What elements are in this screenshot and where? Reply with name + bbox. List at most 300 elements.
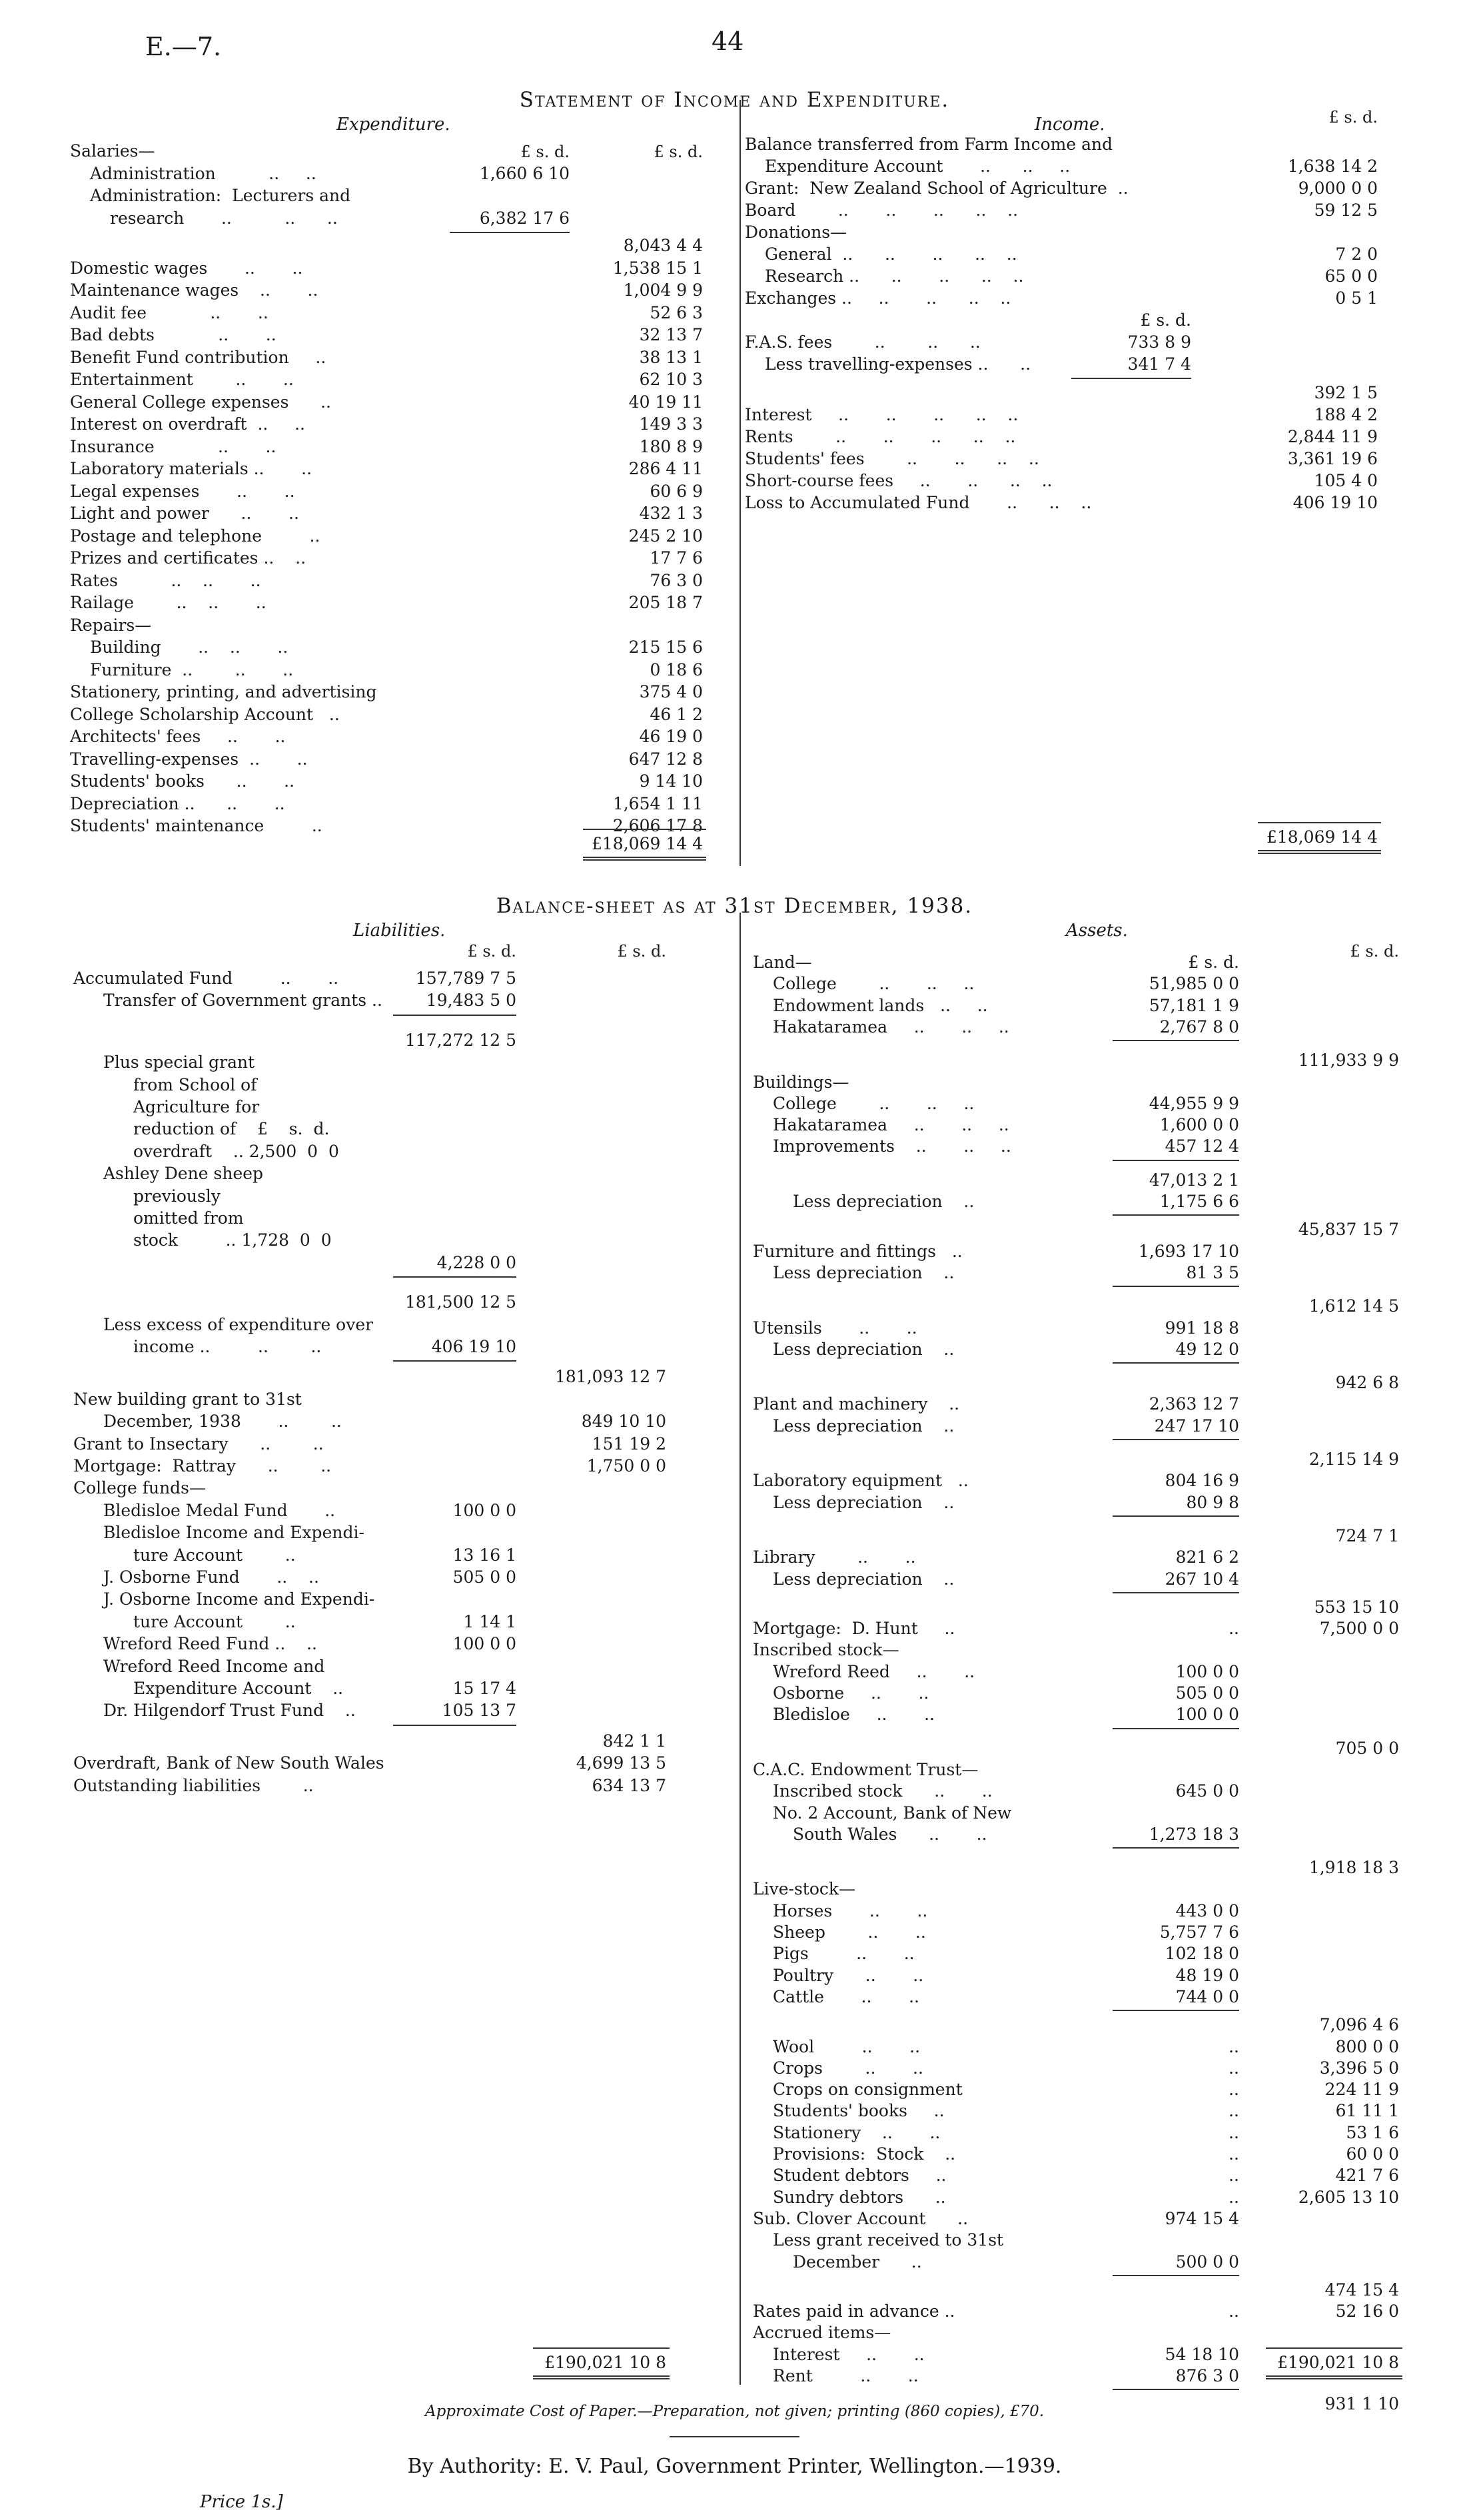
row-label: Plant and machinery .. [753,1394,960,1414]
total-double-rule [1266,2375,1402,2379]
row-label: Improvements .. .. .. [773,1136,1011,1156]
row-label: Insurance .. .. [70,436,276,456]
ledger-row [753,1170,1412,1190]
amount-inner: 54 18 10 [1165,2344,1239,2364]
row-label: Benefit Fund contribution .. [70,347,326,367]
ledger-row [73,1097,736,1117]
row-label: income .. .. .. [133,1337,322,1356]
total-row [753,2353,1412,2373]
row-label: Less depreciation .. [773,1569,955,1589]
ledger-row [753,1803,1412,1823]
ledger-row [753,996,1412,1016]
row-label: Sundry debtors .. [773,2187,946,2207]
amount-inner: 505 0 0 [1175,1683,1239,1703]
row-label: reduction of £ s. d. [133,1119,330,1139]
authority-line: By Authority: E. V. Paul, Government Printer, Wellington.—1939. [407,2455,1062,2478]
amount-outer: 188 4 2 [1314,405,1378,424]
amount-inner: 6,382 17 6 [479,208,570,228]
total-rule [533,2347,670,2349]
row-label: Outstanding liabilities .. [73,1775,314,1795]
amount-outer: 0 5 1 [1335,288,1378,308]
ledger-row [753,1220,1412,1240]
row-label: Stationery, printing, and advertising [70,682,377,701]
row-label: Crops on consignment [773,2080,963,2100]
ledger-row [753,1136,1412,1156]
amount-inner: 100 0 0 [452,1634,516,1654]
assets-section [753,921,1412,2414]
page-number: 44 [712,27,744,56]
ledger-row [753,1094,1412,1114]
row-label: Bledisloe Income and Expendi- [103,1523,364,1543]
ledger-row [753,1072,1412,1092]
row-label: College Scholarship Account .. [70,704,340,724]
row-label: Student debtors .. [773,2166,947,2186]
ledger-row [753,1192,1412,1212]
ledger-row [753,1966,1412,1986]
column-divider [739,913,741,2385]
amount-outer: 180 8 9 [639,436,703,456]
ledger-row [753,1115,1412,1135]
amount-inner: .. [1228,2187,1239,2207]
row-label: Building .. .. .. [90,637,288,657]
amount-inner: 247 17 10 [1154,1416,1239,1436]
footer-rule [670,2436,799,2437]
row-label: Furniture and fittings .. [753,1241,963,1261]
amount-inner: 47,013 2 1 [1149,1170,1239,1190]
ledger-row [745,244,1411,264]
ledger-row [70,548,736,568]
amount-outer: 105 4 0 [1314,471,1378,490]
amount-inner: 13 16 1 [452,1545,516,1565]
ledger-row [753,1493,1412,1513]
subtotal-rule [1113,1847,1239,1849]
ledger-row [73,1434,736,1454]
currency-header-c2: £ s. d. [1328,108,1378,127]
amount-inner: 876 3 0 [1175,2366,1239,2385]
row-label: F.A.S. fees .. .. .. [745,332,981,352]
ledger-row [753,2144,1412,2164]
amount-outer: 65 0 0 [1324,266,1378,286]
income-section [745,108,1411,867]
amount-outer: 1,918 18 3 [1308,1858,1399,1878]
amount-inner: 733 8 9 [1127,332,1191,352]
amount-inner: .. [1228,2058,1239,2078]
income-statement-title: Statement of Income and Expenditure. [519,88,950,112]
ledger-row [753,1705,1412,1725]
assets-heading: Assets. [1066,921,1128,941]
row-label: Grant to Insectary .. .. [73,1434,324,1454]
ledger-row [70,705,736,725]
cost-note: Approximate Cost of Paper.—Preparation, not given; printing (860 copies), £70. [424,2403,1045,2420]
row-label: Poultry .. .. [773,1965,924,1985]
amount-inner: 505 0 0 [452,1567,516,1587]
amount-inner: 100 0 0 [1175,1705,1239,1725]
ledger-row [70,303,736,323]
row-label: Administration .. .. [90,163,316,183]
ledger-row [745,135,1411,155]
amount-outer: 4,699 13 5 [576,1753,666,1773]
row-label: Less travelling-expenses .. .. [765,354,1031,374]
row-label: omitted from [133,1208,244,1228]
ledger-row [70,370,736,390]
row-label: Maintenance wages .. .. [70,280,318,300]
ledger-row [70,209,736,228]
row-label: J. Osborne Income and Expendi- [103,1589,375,1609]
amount-inner: 44,955 9 9 [1149,1093,1239,1113]
row-label: December .. [793,2252,922,2272]
row-label: ture Account .. [133,1545,296,1565]
amount-inner: 267 10 4 [1165,1569,1239,1589]
amount-inner: 15 17 4 [452,1679,516,1698]
total-rule [1266,2347,1402,2349]
ledger-row [753,1340,1412,1360]
balance-sheet-title: Balance-sheet as at 31st December, 1938. [496,894,973,918]
row-label: Utensils .. .. [753,1318,917,1338]
amount-inner: .. [1228,2302,1239,2321]
subtotal-rule [393,1725,516,1726]
row-label: Architects' fees .. .. [70,727,286,746]
ledger-row [70,392,736,412]
ledger-row [70,325,736,345]
ledger-row [70,482,736,502]
row-label: Less depreciation .. [773,1416,955,1436]
amount-outer: 181,093 12 7 [555,1367,666,1387]
amount-outer: 421 7 6 [1335,2166,1399,2186]
row-label: Plus special grant [103,1052,255,1072]
row-label: Laboratory equipment .. [753,1471,969,1491]
amount-inner: 500 0 0 [1175,2252,1239,2272]
row-label: overdraft .. 2,500 0 0 [133,1141,339,1161]
amount-inner: £ s. d. [1188,953,1239,972]
amount-inner: 5,757 7 6 [1159,1922,1239,1942]
amount-inner: 744 0 0 [1175,1986,1239,2006]
ledger-row [70,771,736,791]
row-label: Furniture .. .. .. [90,659,294,679]
row-label: Interest .. .. .. .. .. [745,405,1019,424]
subtotal-rule [1113,1286,1239,1287]
amount-outer: 53 1 6 [1346,2122,1399,2142]
amount-outer: 76 3 0 [650,570,703,590]
ledger-row [745,222,1411,242]
ledger-row [73,1119,736,1139]
amount-inner: 181,500 12 5 [405,1292,516,1312]
row-label: Library .. .. [753,1547,916,1567]
amount-outer: 52 16 0 [1335,2302,1399,2321]
row-label: Hakataramea .. .. .. [773,1115,1009,1135]
ledger-row [753,1739,1412,1759]
row-label: Provisions: Stock .. [773,2144,956,2164]
amount-outer: 8,043 4 4 [623,236,703,255]
ledger-row [70,280,736,300]
ledger-row [73,1142,736,1162]
amount-inner: 2,767 8 0 [1159,1017,1239,1037]
amount-outer: 60 0 0 [1346,2144,1399,2164]
ledger-row [753,953,1412,973]
ledger-row [753,974,1412,994]
ledger-row [70,816,736,836]
row-label: College .. .. .. [773,1093,975,1113]
amount-outer: 205 18 7 [628,593,703,612]
amount-outer: 931 1 10 [1324,2394,1399,2414]
row-label: Loss to Accumulated Fund .. .. .. [745,493,1092,512]
ledger-row [73,1589,736,1609]
subtotal-rule [450,232,570,233]
ledger-row [70,504,736,524]
report-reference: E.—7. [145,32,222,61]
row-label: Live-stock— [753,1879,856,1899]
amount-inner: 57,181 1 9 [1149,995,1239,1015]
total-rule [583,829,706,830]
subtotal-rule [1113,2389,1239,2390]
ledger-row [745,157,1411,177]
total-double-rule [533,2375,670,2379]
ledger-row [73,1701,736,1721]
amount-outer: 60 6 9 [650,481,703,501]
total-row [70,834,736,854]
ledger-row [73,1253,736,1273]
amount-inner: £ s. d. [1140,310,1191,330]
ledger-row [70,186,736,206]
amount-outer: 406 19 10 [1292,493,1378,512]
ledger-row [753,1373,1412,1393]
ledger-row [73,1337,736,1357]
ledger-row [753,1640,1412,1660]
row-label: Cattle .. .. [773,1986,919,2006]
amount-outer: 9 14 10 [639,771,703,791]
ledger-row [73,1523,736,1543]
row-label: Students' books .. [773,2101,945,2121]
amount-inner: 406 19 10 [431,1337,516,1356]
ledger-row [73,1679,736,1699]
amount-outer: 724 7 1 [1335,1525,1399,1545]
amount-outer: 149 3 3 [639,414,703,434]
ledger-row [70,794,736,814]
amount-outer: 2,606 17 8 [612,816,703,835]
row-label: Stationery .. .. [773,2122,941,2142]
ledger-row [745,427,1411,447]
row-label: No. 2 Account, Bank of New [773,1803,1012,1823]
amount-outer: 1,538 15 1 [612,258,703,278]
row-label: research .. .. .. [110,208,338,228]
amount-inner: 1,693 17 10 [1138,1241,1239,1261]
row-label: Prizes and certificates .. .. [70,548,306,568]
amount-outer: 392 1 5 [1314,383,1378,402]
ledger-row [70,637,736,657]
ledger-row [753,2015,1412,2035]
ledger-row [70,682,736,702]
row-label: Rates .. .. .. [70,570,261,590]
row-label: ture Account .. [133,1611,296,1631]
row-label: Sheep .. .. [773,1922,926,1942]
row-label: Less excess of expenditure over [103,1314,374,1334]
amount-outer: 46 19 0 [639,727,703,746]
ledger-row [73,991,736,1011]
total-double-rule [1258,850,1381,854]
currency-header-c2: £ s. d. [617,942,666,961]
amount-inner: 81 3 5 [1186,1262,1239,1282]
row-label: New building grant to 31st [73,1389,302,1409]
row-label: Bledisloe .. .. [773,1705,935,1725]
row-label: stock .. 1,728 0 0 [133,1230,332,1250]
subtotal-rule [1113,1160,1239,1161]
amount-outer: 849 10 10 [581,1412,666,1432]
ledger-row [70,526,736,546]
ledger-row [745,383,1411,403]
row-label: Pigs .. .. [773,1944,915,1964]
ledger-row [70,593,736,613]
row-label: Land— [753,953,812,972]
row-label: Wreford Reed .. .. [773,1661,975,1681]
subtotal-rule [1113,2010,1239,2011]
ledger-row [73,1501,736,1521]
row-label: Transfer of Government grants .. [103,991,382,1011]
ledger-row [753,2123,1412,2143]
amount-inner: .. [1228,2101,1239,2121]
ledger-row [753,1760,1412,1780]
ledger-row [70,164,736,184]
amount-inner: 157,789 7 5 [415,969,516,988]
row-label: Accumulated Fund .. .. [73,969,339,988]
ledger-row [70,571,736,591]
amount-outer: 1,654 1 11 [612,793,703,813]
ledger-row [70,437,736,457]
ledger-row [753,1987,1412,2007]
row-label: General .. .. .. .. .. [765,244,1017,264]
subtotal-rule [393,1276,516,1278]
ledger-row [753,1242,1412,1262]
amount-inner: .. [1228,2080,1239,2100]
ledger-row [745,201,1411,220]
row-label: Inscribed stock .. .. [773,1781,993,1801]
amount-inner: 1,175 6 6 [1159,1192,1239,1211]
ledger-row [745,471,1411,491]
ledger-row [73,1612,736,1632]
amount-outer: 38 13 1 [639,347,703,367]
amount-outer: 17 7 6 [650,548,703,568]
total-double-rule [583,857,706,861]
subtotal-rule [393,1015,516,1016]
subtotal-rule [1113,1515,1239,1517]
row-label: Interest .. .. [773,2344,925,2364]
currency-header-c1: £ s. d. [520,143,570,161]
row-label: Repairs— [70,615,152,635]
expenditure-section [70,115,736,867]
ledger-row [70,348,736,368]
ledger-row [73,1315,736,1335]
subtotal-rule [1113,1040,1239,1041]
row-label: Less depreciation .. [773,1262,955,1282]
amount-inner: 100 0 0 [1175,1661,1239,1681]
amount-outer: 432 1 3 [639,504,703,523]
row-label: Overdraft, Bank of New South Wales [73,1753,384,1773]
amount-inner: .. [1228,2166,1239,2186]
ledger-row [73,1075,736,1095]
row-label: Less grant received to 31st [773,2230,1004,2250]
row-label: Mortgage: D. Hunt .. [753,1619,955,1639]
ledger-row [753,1416,1412,1436]
ledger-row [73,1292,736,1312]
row-label: from School of [133,1074,257,1094]
row-label: Light and power .. .. [70,504,299,523]
ledger-row [70,660,736,680]
amount-outer: 647 12 8 [628,749,703,769]
amount-outer: 3,396 5 0 [1319,2058,1399,2078]
ledger-row [753,1944,1412,1964]
row-label: College funds— [73,1478,206,1498]
ledger-row [73,1478,736,1498]
ledger-row [70,727,736,747]
amount-outer: 45,837 15 7 [1298,1220,1399,1240]
amount-outer: 32 13 7 [639,325,703,344]
row-label: Dr. Hilgendorf Trust Fund .. [103,1701,356,1721]
ledger-row [753,1569,1412,1589]
row-label: previously [133,1186,221,1206]
ledger-row [745,354,1411,374]
row-label: Legal expenses .. .. [70,481,295,501]
ledger-row [753,1526,1412,1546]
ledger-row [753,1619,1412,1639]
ledger-row [745,332,1411,352]
row-label: Sub. Clover Account .. [753,2208,969,2228]
row-label: C.A.C. Endowment Trust— [753,1759,979,1779]
row-label: Bad debts .. .. [70,325,276,344]
row-label: Short-course fees .. .. .. .. [745,471,1053,490]
ledger-row [745,288,1411,308]
amount-inner: 1,660 6 10 [479,163,570,183]
amount-outer: 151 19 2 [592,1434,666,1454]
total-row [745,827,1411,847]
ledger-row [753,1017,1412,1037]
liabilities-heading: Liabilities. [353,921,446,941]
row-label: General College expenses .. [70,392,331,412]
ledger-row [745,449,1411,469]
subtotal-rule [1113,1362,1239,1364]
row-label: Postage and telephone .. [70,526,320,546]
ledger-row [73,1367,736,1387]
amount-inner: 2,363 12 7 [1149,1394,1239,1414]
row-label: Expenditure Account .. .. .. [765,157,1071,176]
row-label: South Wales .. .. [793,1824,987,1844]
expenditure-heading: Expenditure. [336,115,450,135]
amount-outer: 46 1 2 [650,704,703,724]
currency-header-c1: £ s. d. [467,942,516,961]
amount-outer: 62 10 3 [639,370,703,389]
row-label: Osborne .. .. [773,1683,929,1703]
amount-inner: .. [1228,2122,1239,2142]
ledger-row [753,1597,1412,1617]
row-label: Depreciation .. .. .. [70,793,285,813]
amount-outer: 474 15 4 [1324,2280,1399,2300]
row-label: Interest on overdraft .. .. [70,414,305,434]
currency-header-c2: £ s. d. [654,143,703,161]
amount-outer: 553 15 10 [1314,1597,1399,1617]
row-label: Laboratory materials .. .. [70,459,312,478]
ledger-row [753,1450,1412,1470]
row-label: Mortgage: Rattray .. .. [73,1456,332,1475]
ledger-row [753,2252,1412,2272]
ledger-row [753,2230,1412,2250]
row-label: Exchanges .. .. .. .. .. [745,288,1011,308]
subtotal-rule [1113,2275,1239,2276]
ledger-row [745,493,1411,513]
amount-outer: 9,000 0 0 [1298,179,1378,198]
ledger-row [70,236,736,256]
subtotal-rule [1113,1728,1239,1729]
amount-outer: 7,096 4 6 [1319,2015,1399,2035]
row-label: Rents .. .. .. .. .. [745,427,1016,446]
grand-total: £18,069 14 4 [592,834,703,853]
amount-inner: .. [1228,1619,1239,1639]
